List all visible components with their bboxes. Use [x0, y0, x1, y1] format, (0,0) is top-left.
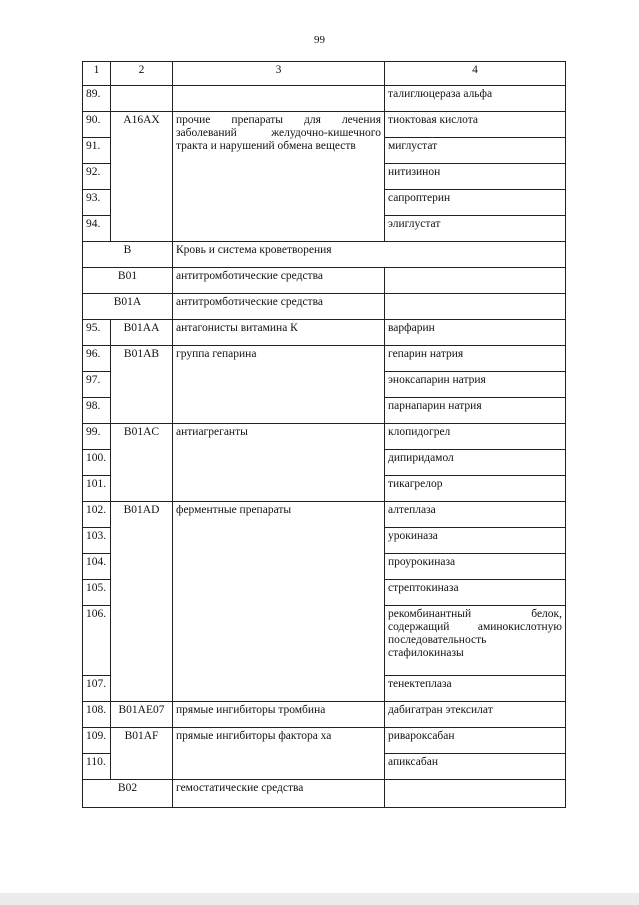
drug-name: ривароксабан	[385, 728, 566, 754]
drug-list-table	[82, 61, 566, 808]
table-row	[83, 320, 566, 346]
group-name: ферментные препараты	[173, 502, 385, 702]
bottom-scan-strip	[0, 893, 639, 905]
table-row	[83, 86, 566, 112]
atc-code: B01AB	[111, 346, 173, 424]
row-number: 106.	[83, 606, 111, 676]
row-number: 107.	[83, 676, 111, 702]
atc-code: B01A	[83, 294, 173, 320]
table-header-row	[83, 62, 566, 86]
atc-code: B01AA	[111, 320, 173, 346]
atc-code: B01	[83, 268, 173, 294]
header-cell: 3	[173, 62, 385, 86]
page-number: 99	[314, 34, 325, 46]
row-number: 92.	[83, 164, 111, 190]
group-name	[173, 86, 385, 112]
atc-code: A16AX	[111, 112, 173, 242]
group-name: антиагреганты	[173, 424, 385, 502]
row-number: 98.	[83, 398, 111, 424]
atc-code: B	[83, 242, 173, 268]
atc-code	[111, 86, 173, 112]
table-row	[83, 346, 566, 372]
atc-code: B02	[83, 780, 173, 808]
drug-name: клопидогрел	[385, 424, 566, 450]
drug-name: апиксабан	[385, 754, 566, 780]
row-number: 89.	[83, 86, 111, 112]
row-number: 90.	[83, 112, 111, 138]
drug-name: алтеплаза	[385, 502, 566, 528]
table-row	[83, 112, 566, 138]
group-name: антитромботические средства	[173, 294, 385, 320]
drug-name: урокиназа	[385, 528, 566, 554]
drug-name: рекомбинантный белок, содержащий аминокислотную последовательность стафилокиназы	[385, 606, 566, 676]
drug-name: эноксапарин натрия	[385, 372, 566, 398]
group-name: антагонисты витамина К	[173, 320, 385, 346]
drug-name	[385, 294, 566, 320]
section-row	[83, 242, 566, 268]
row-number: 94.	[83, 216, 111, 242]
section-row	[83, 268, 566, 294]
drug-name: варфарин	[385, 320, 566, 346]
drug-name: парнапарин натрия	[385, 398, 566, 424]
row-number: 100.	[83, 450, 111, 476]
header-cell: 2	[111, 62, 173, 86]
atc-code: B01AE07	[111, 702, 173, 728]
header-cell: 4	[385, 62, 566, 86]
drug-name: талиглюцераза альфа	[385, 86, 566, 112]
group-name: прямые ингибиторы фактора ха	[173, 728, 385, 780]
drug-name: элиглустат	[385, 216, 566, 242]
row-number: 105.	[83, 580, 111, 606]
row-number: 97.	[83, 372, 111, 398]
drug-name: тенектеплаза	[385, 676, 566, 702]
group-name: группа гепарина	[173, 346, 385, 424]
drug-name	[385, 268, 566, 294]
header-cell: 1	[83, 62, 111, 86]
row-number: 99.	[83, 424, 111, 450]
row-number: 93.	[83, 190, 111, 216]
row-number: 96.	[83, 346, 111, 372]
group-name: прямые ингибиторы тромбина	[173, 702, 385, 728]
drug-name: тиоктовая кислота	[385, 112, 566, 138]
atc-code: B01AD	[111, 502, 173, 702]
table-row	[83, 502, 566, 528]
atc-code: B01AC	[111, 424, 173, 502]
row-number: 108.	[83, 702, 111, 728]
row-number: 91.	[83, 138, 111, 164]
section-row	[83, 294, 566, 320]
drug-name: дабигатран этексилат	[385, 702, 566, 728]
row-number: 95.	[83, 320, 111, 346]
drug-name: миглустат	[385, 138, 566, 164]
row-number: 101.	[83, 476, 111, 502]
row-number: 104.	[83, 554, 111, 580]
drug-name	[385, 780, 566, 808]
table-row	[83, 728, 566, 754]
drug-name: проурокиназа	[385, 554, 566, 580]
drug-name: стрептокиназа	[385, 580, 566, 606]
group-name: антитромботические средства	[173, 268, 385, 294]
drug-name: гепарин натрия	[385, 346, 566, 372]
group-name: прочие препараты для лечения заболеваний желудочно-кишечного тракта и нарушений обмена веществ	[173, 112, 385, 242]
group-name: Кровь и система кроветворения	[173, 242, 566, 268]
atc-code: B01AF	[111, 728, 173, 780]
drug-name: тикагрелор	[385, 476, 566, 502]
row-number: 110.	[83, 754, 111, 780]
drug-name: нитизинон	[385, 164, 566, 190]
row-number: 109.	[83, 728, 111, 754]
group-name: гемостатические средства	[173, 780, 385, 808]
row-number: 103.	[83, 528, 111, 554]
section-row	[83, 780, 566, 808]
table-row	[83, 424, 566, 450]
drug-name: дипиридамол	[385, 450, 566, 476]
table-row	[83, 702, 566, 728]
row-number: 102.	[83, 502, 111, 528]
drug-name: сапроптерин	[385, 190, 566, 216]
